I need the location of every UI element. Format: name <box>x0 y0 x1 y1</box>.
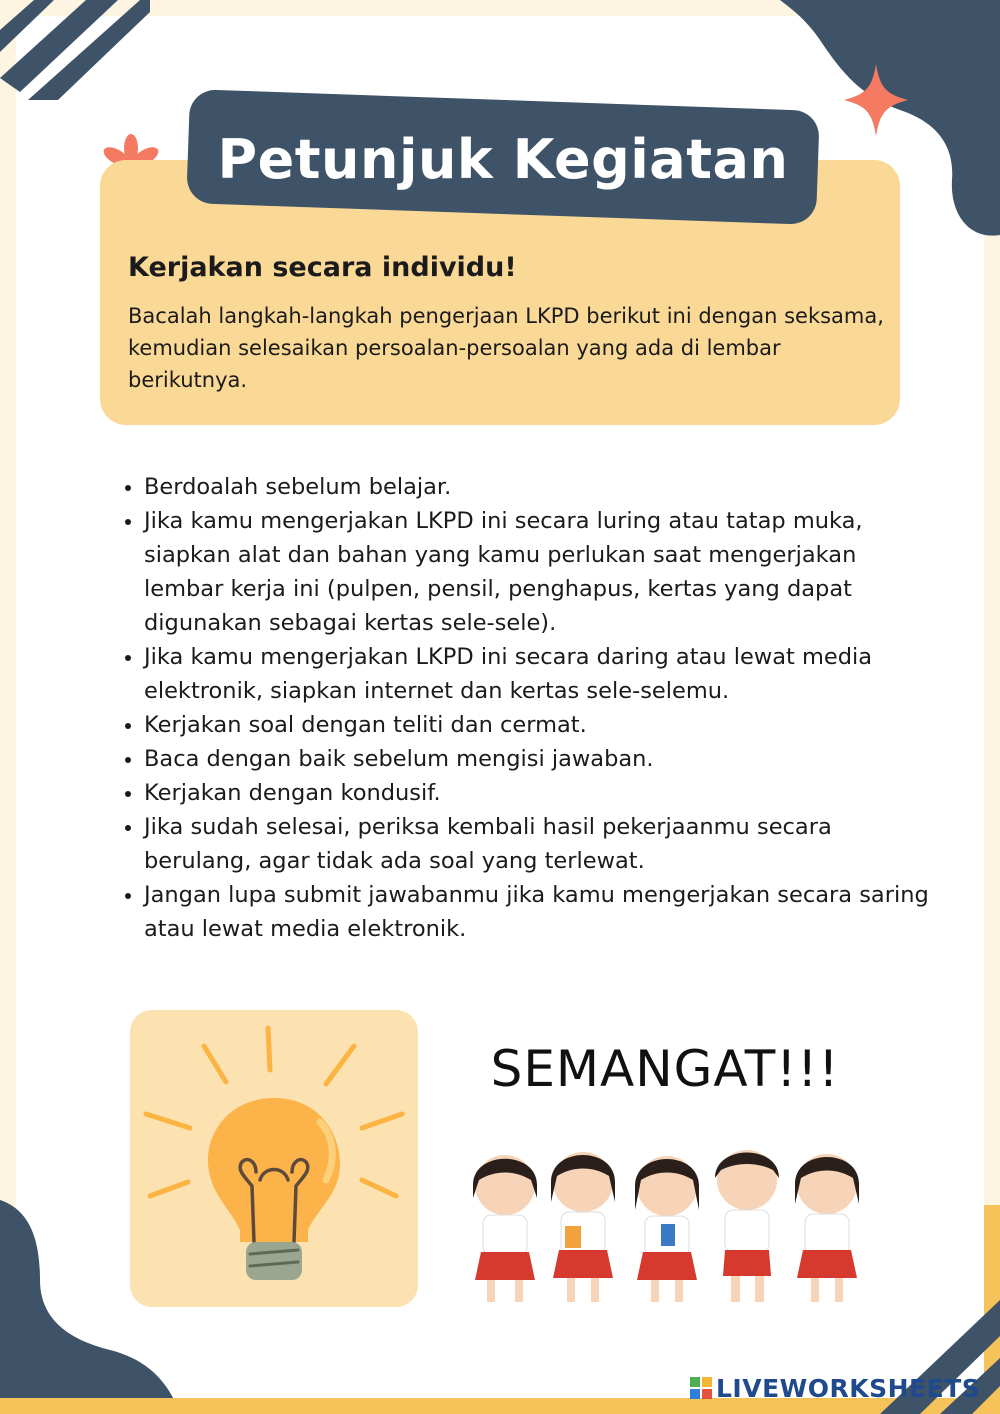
list-item: • Kerjakan soal dengan teliti dan cermat. <box>144 708 934 742</box>
motivation-text: SEMANGAT!!! <box>490 1040 840 1098</box>
student-figure <box>795 1154 859 1302</box>
list-item: • Baca dengan baik sebelum mengisi jawaban. <box>144 742 934 776</box>
student-figure <box>635 1156 699 1302</box>
list-item: • Berdoalah sebelum belajar. <box>144 470 934 504</box>
brand-mark-icon <box>690 1377 712 1399</box>
list-item: • Jika sudah selesai, periksa kembali hasil pekerjaanmu secara berulang, agar tidak ada soal yang terlewat. <box>144 810 934 878</box>
brand-logo <box>690 1373 980 1403</box>
corner-stroke-decoration-top-left <box>0 0 150 100</box>
student-figure <box>473 1155 537 1302</box>
students-illustration <box>455 1140 885 1310</box>
brand-name: LIVEWORKSHEETS <box>716 1373 981 1403</box>
list-item: • Jika kamu mengerjakan LKPD ini secara daring atau lewat media elektronik, siapkan internet dan kertas sele-selemu. <box>144 640 934 708</box>
student-figure <box>715 1150 779 1302</box>
student-figure <box>551 1152 615 1302</box>
list-item: • Jika kamu mengerjakan LKPD ini secara luring atau tatap muka, siapkan alat dan bahan yang kamu perlukan saat mengerjakan lembar kerja ini (pulpen, pensil, penghapus, kertas yang dapat digunakan sebagai kertas sele-sele). <box>144 504 934 640</box>
intro-heading: Kerjakan secara individu! <box>128 252 517 283</box>
steps-list <box>118 470 934 946</box>
intro-text: Bacalah langkah-langkah pengerjaan LKPD berikut ini dengan seksama, kemudian selesaikan persoalan-persoalan yang ada di lembar berikutnya. <box>128 304 884 392</box>
list-item: • Kerjakan dengan kondusif. <box>144 776 934 810</box>
sparkle-icon <box>842 62 910 138</box>
list-item: • Jangan lupa submit jawabanmu jika kamu mengerjakan secara saring atau lewat media elektronik. <box>144 878 934 946</box>
page-title: Petunjuk Kegiatan <box>217 128 789 191</box>
blob-decoration-bottom-left <box>0 1200 200 1414</box>
